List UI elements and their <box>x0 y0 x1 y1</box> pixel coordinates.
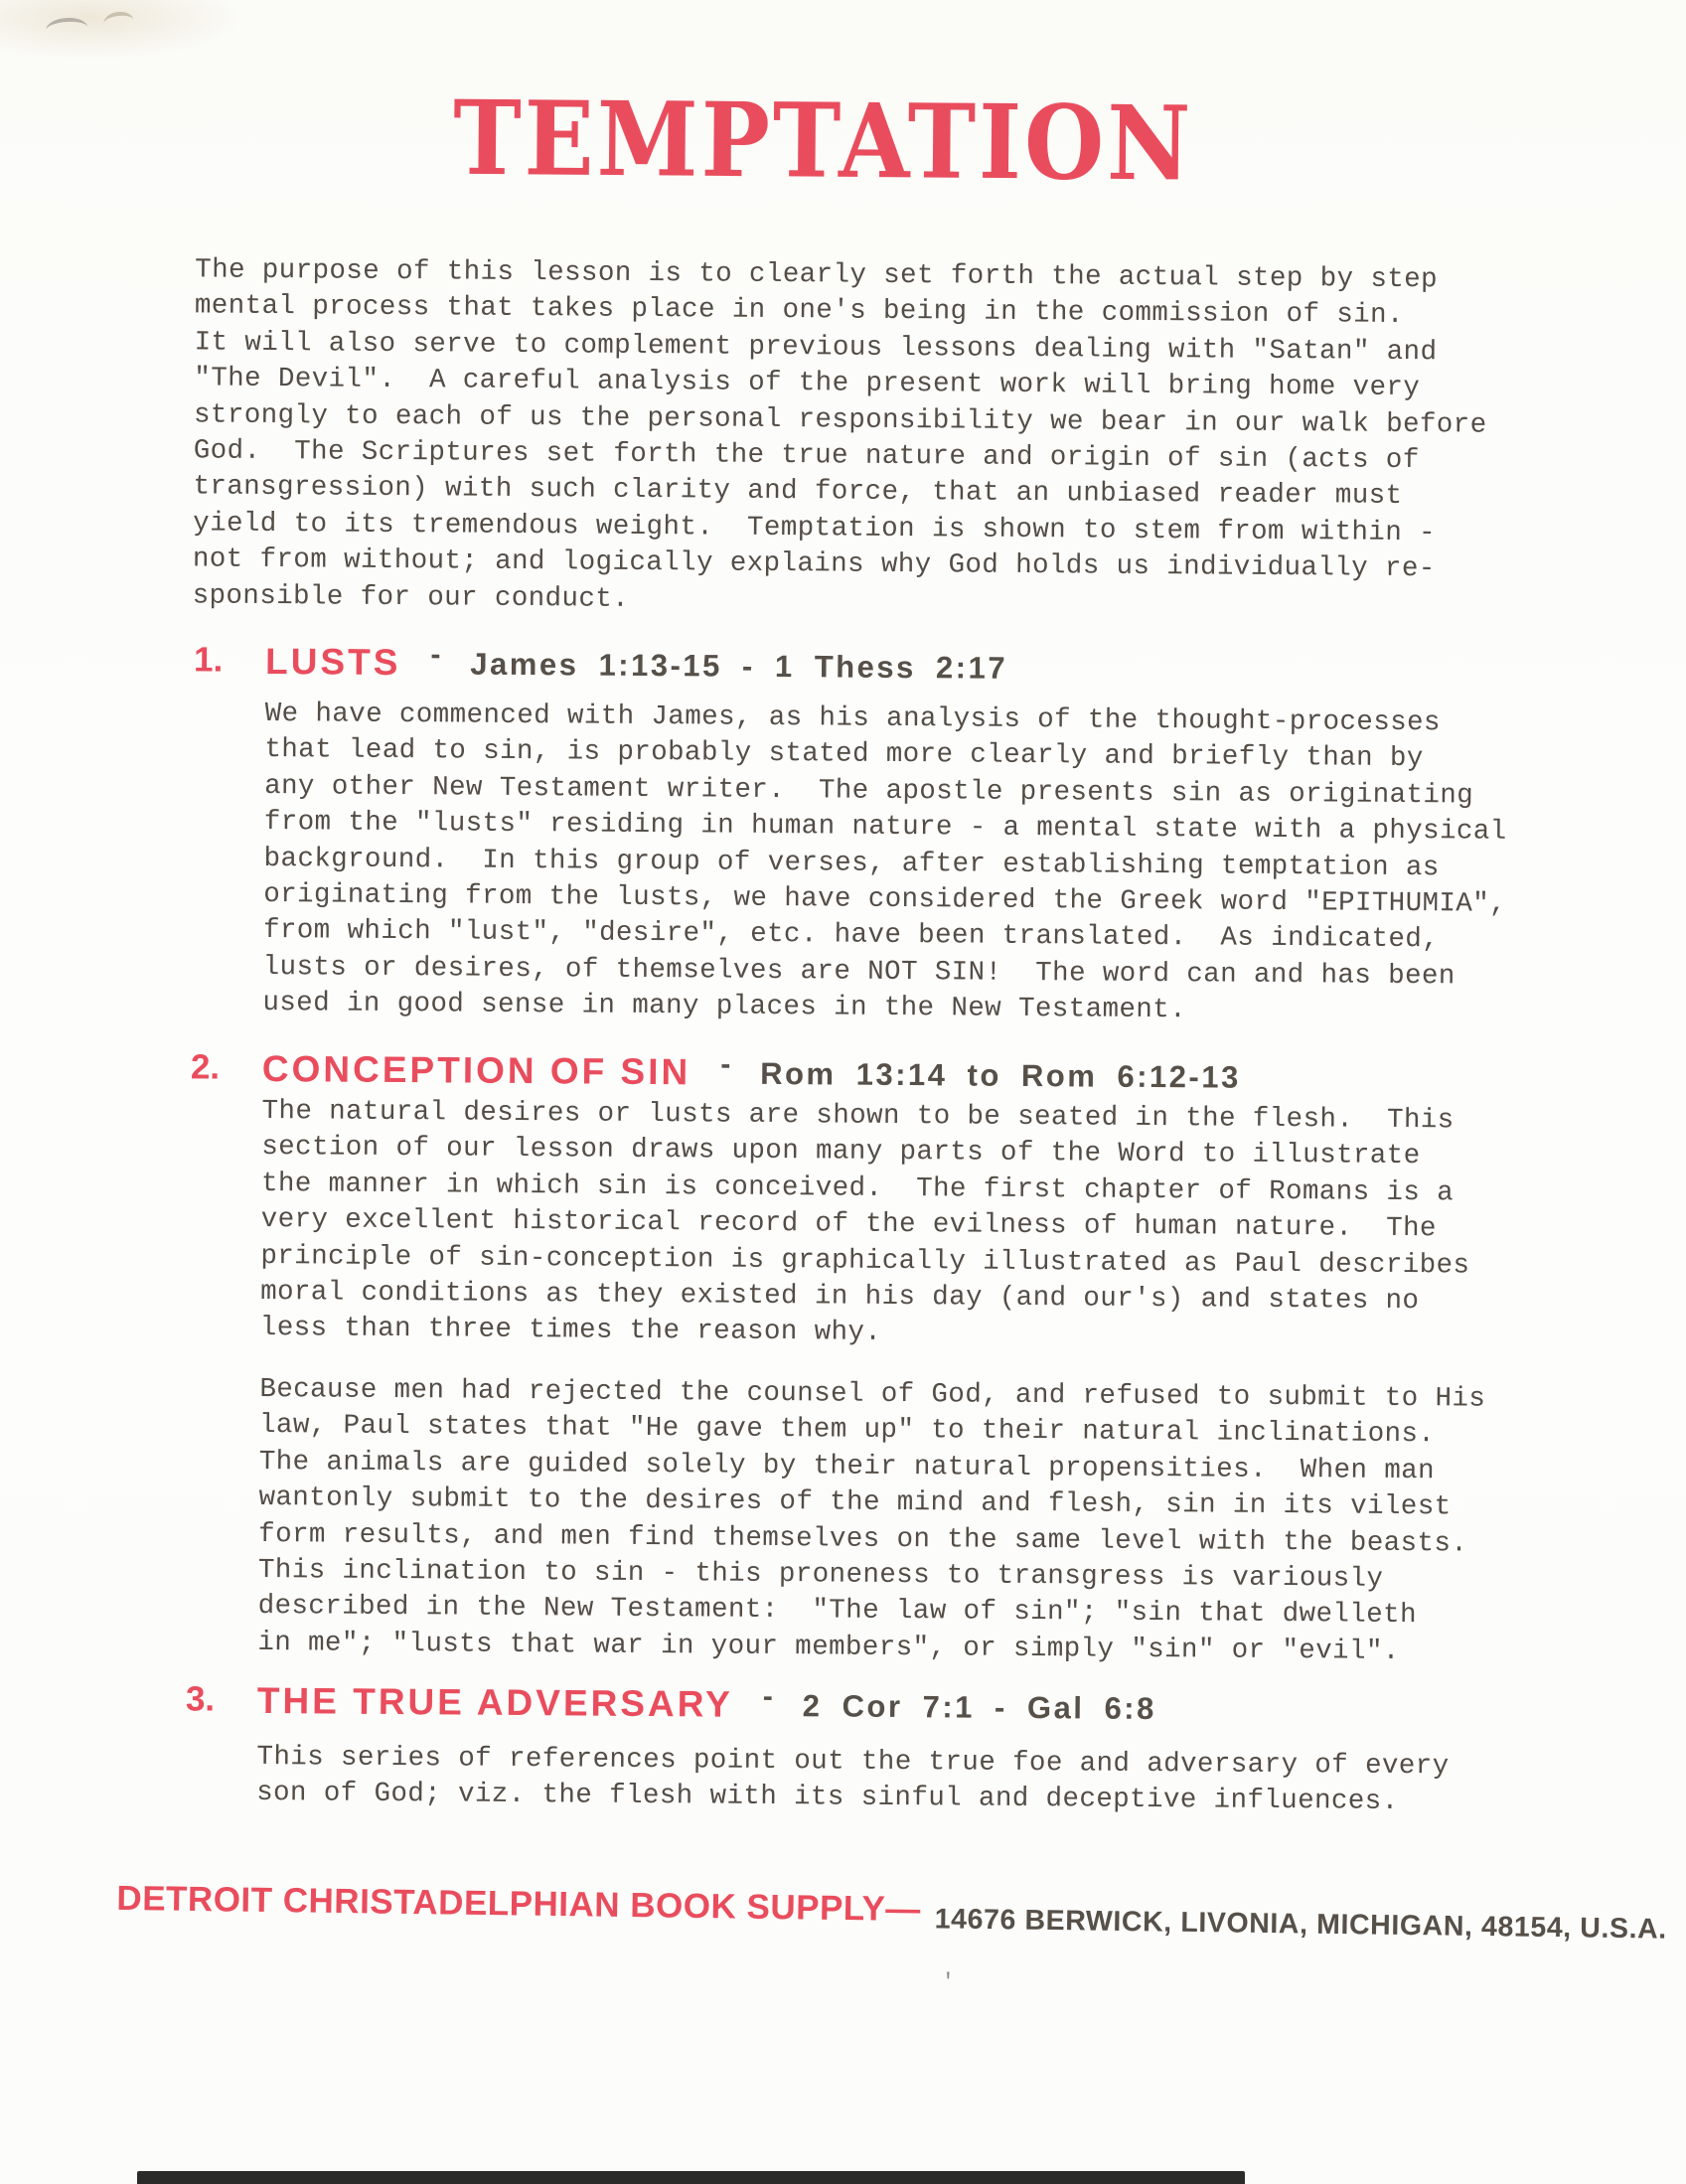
section-2-scripture-refs: Rom 13:14 to Rom 6:12-13 <box>760 1055 1241 1095</box>
section-3-title: THE TRUE ADVERSARY <box>256 1679 733 1725</box>
section-3-separator: - <box>762 1679 773 1714</box>
section-2-separator: - <box>720 1047 731 1081</box>
publisher-address: 14676 BERWICK, LIVONIA, MICHIGAN, 48154, U.S.A. <box>934 1903 1668 1946</box>
intro-paragraph: The purpose of this lesson is to clearly set forth the actual step by step mental process that takes place in one's being in the commission of sin. It will also serve to complement previous lessons dealing with "Satan" and "The Devil". A careful analysis of the present work will bring home very strongly to each of us the personal responsibility we bear in our walk before God. The Scriptures set forth the true nature and origin of sin (acts of transgression) with such clarity and force, that an unbiased reader must yield to its tremendous weight. Temptation is shown to stem from within - not from without; and logically explains why God holds us individually re- sponsible for our conduct. <box>192 254 1487 615</box>
section-1-title: LUSTS <box>264 640 401 684</box>
section-3-number: 3. <box>185 1679 216 1719</box>
section-1-number: 1. <box>193 640 224 680</box>
section-3-paragraph: This series of references point out the true foe and adversary of every son of God; viz. the flesh with its sinful and deceptive influences. <box>256 1741 1450 1818</box>
section-1-paragraph: We have commenced with James, as his analysis of the thought-processes that lead to sin, is probably stated more clearly and briefly than by any other New Testament writer. The apostle presents sin as originating from the "lusts" residing in human nature - a mental state with a physical background. In this group of verses, after establishing temptation as originating from the lusts, we have considered the Greek word "EPITHUMIA", from which "lust", "desire", etc. have been translated. As indicated, lusts or desires, of themselves are NOT SIN! The word can and has been used in good sense in many places in the New Testament. <box>262 698 1507 1026</box>
footer <box>116 1878 1668 1946</box>
section-2-title: CONCEPTION OF SIN <box>261 1047 691 1093</box>
publisher-name: DETROIT CHRISTADELPHIAN BOOK SUPPLY— <box>116 1878 922 1930</box>
section-2-heading <box>191 1047 1241 1097</box>
page-title: TEMPTATION <box>452 78 1194 205</box>
section-1-separator: - <box>430 638 441 672</box>
section-1-heading <box>194 640 1007 688</box>
section-3-heading <box>186 1679 1156 1729</box>
stray-mark-artifact: ' <box>941 1969 956 1995</box>
section-2-paragraph-1: The natural desires or lusts are shown to be seated in the flesh. This section of our lesson draws upon many parts of the Word to illustrate the manner in which sin is conceived. The first chapter of Romans is a very excellent historical record of the evilness of human nature. The principle of sin-conception is graphically illustrated as Paul describes moral conditions as they existed in his day (and our's) and states no less than three times the reason why. <box>259 1095 1470 1349</box>
section-2-paragraph-2: Because men had rejected the counsel of God, and refused to submit to His law, Paul states that "He gave them up" to their natural inclinations. The animals are guided solely by their natural propensities. When man wantonly submit to the desires of the mind and flesh, sin in its vilest form results, and men find themselves on the same level with the beasts. This inclination to sin - this proneness to transgress is variously described in the New Testament: "The law of sin"; "sin that dwelleth in me"; "lusts that war in your members", or simply "sin" or "evil". <box>257 1373 1486 1667</box>
section-3-scripture-refs: 2 Cor 7:1 - Gal 6:8 <box>802 1688 1156 1727</box>
scan-edge-bar <box>137 2171 1245 2184</box>
section-1-scripture-refs: James 1:13-15 - 1 Thess 2:17 <box>470 646 1008 686</box>
section-2-number: 2. <box>190 1047 221 1087</box>
